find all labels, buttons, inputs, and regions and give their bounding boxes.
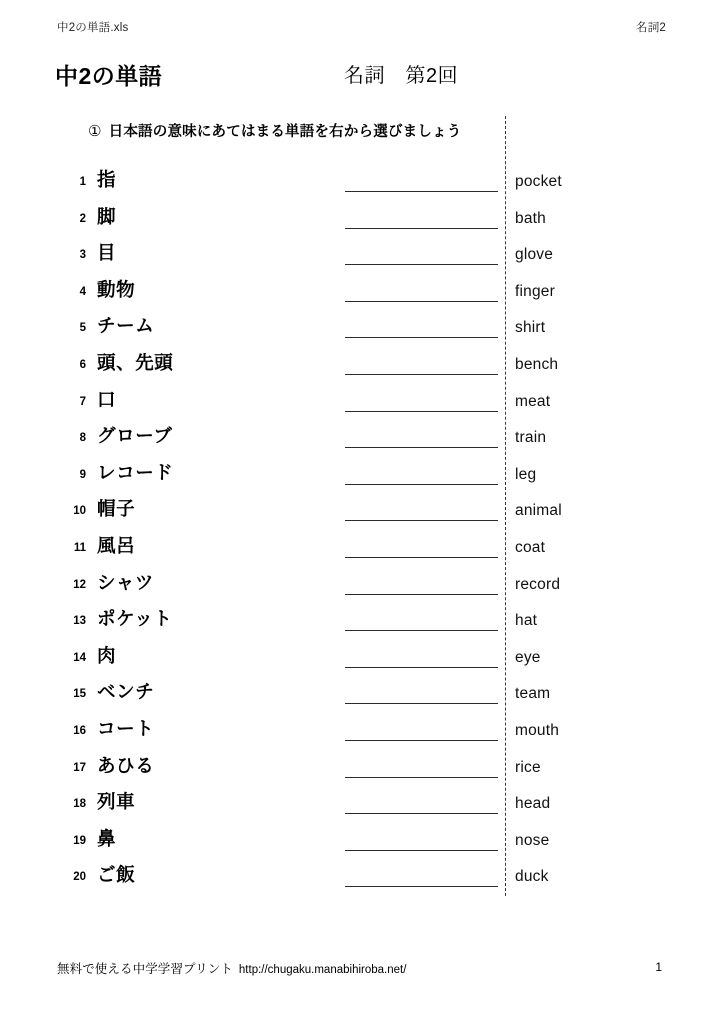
japanese-word: 頭、先頭 [97, 352, 174, 373]
word-bank-item[interactable]: rice [515, 758, 541, 776]
answer-blank[interactable] [345, 703, 498, 704]
word-bank-item[interactable]: animal [515, 502, 562, 520]
word-bank-item[interactable]: nose [515, 831, 550, 849]
question-row [0, 422, 724, 459]
answer-blank[interactable] [345, 374, 498, 375]
question-row [0, 166, 724, 203]
question-row [0, 861, 724, 898]
question-number: 6 [79, 359, 86, 371]
footer-url: http://chugaku.manabihiroba.net/ [238, 964, 407, 976]
answer-blank[interactable] [345, 447, 498, 448]
answer-blank[interactable] [345, 337, 498, 338]
answer-blank[interactable] [345, 850, 498, 851]
question-number: 14 [73, 651, 86, 664]
question-number: 16 [73, 725, 86, 737]
question-number: 12 [73, 578, 86, 591]
japanese-word: あひる [97, 754, 155, 776]
word-bank-item[interactable]: coat [515, 539, 546, 556]
japanese-word: 列車 [97, 791, 136, 813]
japanese-word: 動物 [97, 278, 136, 300]
question-row [0, 312, 724, 349]
question-row [0, 495, 724, 532]
question-number: 3 [79, 249, 86, 262]
japanese-word: コート [97, 718, 155, 739]
japanese-word: グローブ [97, 425, 173, 447]
question-row [0, 276, 724, 313]
japanese-word: シャツ [97, 571, 154, 593]
question-row [0, 532, 724, 569]
word-bank-item[interactable]: pocket [515, 173, 562, 190]
question-row [0, 642, 724, 679]
answer-blank[interactable] [345, 886, 498, 887]
question-row [0, 678, 724, 715]
word-bank-item[interactable]: team [515, 685, 551, 703]
answer-blank[interactable] [345, 594, 498, 595]
answer-blank[interactable] [345, 191, 498, 192]
answer-blank[interactable] [345, 520, 498, 521]
japanese-word: 帽子 [97, 498, 136, 520]
word-bank-item[interactable]: eye [515, 648, 541, 666]
question-number: 4 [79, 285, 86, 298]
word-bank-item[interactable]: train [515, 429, 547, 447]
answer-blank[interactable] [345, 777, 498, 778]
answer-blank[interactable] [345, 667, 498, 668]
running-header-filename: 中2の単語.xls [57, 22, 129, 34]
question-number: 8 [79, 432, 86, 445]
question-number: 1 [79, 176, 86, 188]
japanese-word: 鼻 [97, 827, 117, 849]
question-number: 5 [79, 322, 86, 335]
word-bank-item[interactable]: head [515, 795, 551, 813]
word-bank-item[interactable]: mouth [515, 722, 560, 739]
question-number: 15 [73, 688, 86, 701]
question-row [0, 239, 724, 276]
question-row [0, 569, 724, 606]
question-number: 17 [73, 761, 86, 774]
question-number: 10 [73, 505, 86, 518]
question-row [0, 825, 724, 862]
question-row [0, 203, 724, 240]
question-row [0, 349, 724, 386]
answer-blank[interactable] [345, 411, 498, 412]
question-row [0, 386, 724, 423]
page-subtitle: 名詞 第2回 [344, 65, 459, 87]
japanese-word: ベンチ [97, 681, 155, 703]
japanese-word: 目 [97, 242, 117, 264]
japanese-word: レコード [97, 461, 174, 483]
answer-blank[interactable] [345, 813, 498, 814]
japanese-word: チーム [97, 315, 155, 337]
question-number: 2 [79, 212, 86, 225]
answer-blank[interactable] [345, 264, 498, 265]
word-bank-item[interactable]: hat [515, 612, 538, 630]
running-header-section: 名詞2 [636, 22, 666, 34]
word-bank-item[interactable]: leg [515, 465, 537, 483]
question-number: 9 [79, 468, 86, 481]
word-bank-item[interactable]: meat [515, 392, 551, 410]
japanese-word: 指 [97, 169, 117, 190]
word-bank-item[interactable]: record [515, 575, 561, 593]
japanese-word: ご飯 [97, 864, 136, 886]
japanese-word: 肉 [97, 644, 117, 666]
answer-blank[interactable] [345, 630, 498, 631]
answer-blank[interactable] [345, 484, 498, 485]
question-number: 13 [73, 615, 86, 628]
answer-blank[interactable] [345, 557, 498, 558]
japanese-word: 脚 [97, 205, 117, 227]
question-number: 19 [73, 834, 86, 847]
word-bank-item[interactable]: duck [515, 868, 549, 886]
question-number: 7 [79, 395, 86, 408]
question-number: 18 [73, 798, 86, 811]
word-bank-item[interactable]: bath [515, 209, 546, 227]
answer-blank[interactable] [345, 228, 498, 229]
word-bank-item[interactable]: finger [515, 282, 555, 300]
exercise-number-marker: ① [88, 123, 102, 140]
word-bank-item[interactable]: shirt [515, 319, 546, 337]
footer-credit-label: 無料で使える中学学習プリント [57, 962, 233, 976]
page-title: 中2の単語 [55, 63, 163, 89]
question-row [0, 788, 724, 825]
word-bank-item[interactable]: bench [515, 356, 559, 373]
answer-blank[interactable] [345, 740, 498, 741]
question-row [0, 715, 724, 752]
word-bank-item[interactable]: glove [515, 246, 554, 264]
page-number: 1 [655, 960, 662, 974]
japanese-word: ポケット [97, 608, 173, 630]
question-number: 20 [73, 871, 86, 884]
footer-credit [57, 959, 406, 977]
question-row [0, 459, 724, 496]
question-row [0, 605, 724, 642]
question-row [0, 752, 724, 789]
question-number: 11 [73, 542, 86, 554]
exercise-instruction-text: 日本語の意味にあてはまる単語を右から選びましょう [108, 124, 462, 140]
japanese-word: 口 [97, 388, 117, 410]
japanese-word: 風呂 [97, 535, 136, 556]
answer-blank[interactable] [345, 301, 498, 302]
